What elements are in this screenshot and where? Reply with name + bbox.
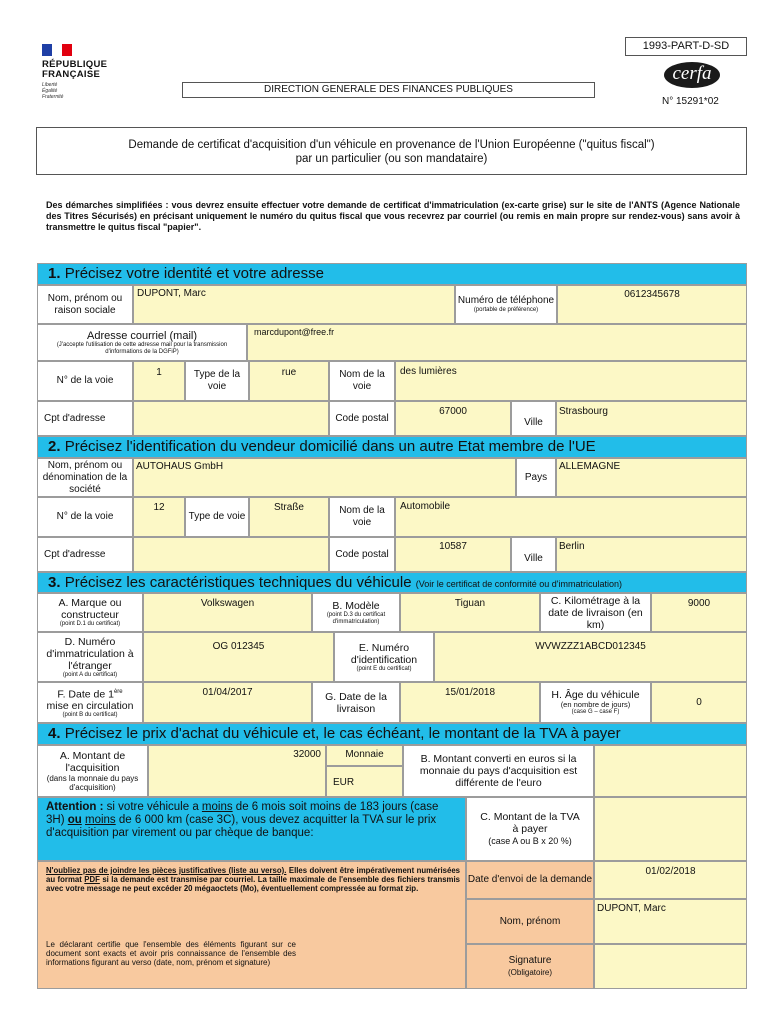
s3-model-label: [312, 593, 400, 632]
s2-country-label: Pays: [516, 458, 556, 497]
s1-name-label: Nom, prénom ou raison sociale: [37, 285, 133, 324]
footer-notice-u: N'oubliez pas de joindre les pièces justificatives (liste au verso).: [46, 866, 287, 875]
s2-postal-label: Code postal: [329, 537, 395, 572]
s4-amount-label-text: A. Montant de l'acquisition: [59, 750, 126, 774]
s3-reg-note: (point A du certificat): [62, 671, 118, 678]
footer-signature-field[interactable]: [594, 944, 747, 989]
direction-title: DIRECTION GENERALE DES FINANCES PUBLIQUES: [182, 82, 595, 98]
s4-vat-note: (case A ou B x 20 %): [488, 836, 572, 846]
s4-attention-moins1: moins: [201, 801, 233, 813]
s3-first-reg-label: [37, 682, 143, 723]
s4-amount-field[interactable]: 32000: [148, 745, 326, 797]
section3-header: [37, 572, 747, 593]
section4-header: [37, 723, 747, 745]
s3-age-note1: (en nombre de jours): [560, 700, 631, 709]
s3-brand-label: [37, 593, 143, 632]
s1-phone-label-text: Numéro de téléphone: [457, 295, 555, 306]
form-title-line2: par un particulier (ou son mandataire): [295, 153, 488, 165]
footer-sig-label-text: Signature: [508, 954, 552, 966]
intro-text: Des démarches simplifiées : vous devrez ensuite effectuer votre demande de certificat d'immatriculation (ex-carte grise) sur le site de l'ANTS (Agence Nationale des Titres Sécurisés) en précisant uniquement le numéro du quitus fiscal que vous recevrez par courriel (ou remis en main propre sur rendez-vous) sans avoir à transmettre le quitus fiscal "papier".: [46, 200, 740, 232]
s1-postal-label: Code postal: [329, 401, 395, 436]
footer-notice: [46, 866, 460, 893]
republique-motto: [42, 82, 63, 100]
s2-street-type-label: Type de voie: [185, 497, 249, 537]
footer-date-field[interactable]: 01/02/2018: [594, 861, 747, 899]
s4-attention-moins2: moins: [85, 814, 116, 826]
s2-country-field[interactable]: ALLEMAGNE: [556, 458, 747, 497]
s3-first-reg-label-text: [57, 686, 122, 701]
s3-km-field[interactable]: 9000: [651, 593, 747, 632]
s4-currency-field[interactable]: EUR: [326, 766, 403, 797]
s3-model-field[interactable]: Tiguan: [400, 593, 540, 632]
motto-3: Fraternité: [42, 94, 64, 100]
section1-title: Précisez votre identité et votre adresse: [64, 265, 324, 282]
section2-title: Précisez l'identification du vendeur domicilié dans un autre Etat membre de l'UE: [64, 438, 596, 455]
s3-vin-note: (point E du certificat): [356, 665, 412, 672]
s4-attention: [37, 797, 466, 861]
s3-reg-label: [37, 632, 143, 682]
s4-vat-label-text: C. Montant de la TVA à payer: [480, 811, 580, 835]
s1-city-label: Ville: [511, 401, 556, 436]
s2-cpt-label: Cpt d'adresse: [37, 537, 133, 572]
footer-notice-pdf: PDF: [84, 875, 100, 884]
s3-first-reg-note: (point B du certificat): [62, 712, 118, 719]
footer-notice-rest: Elles doivent être impérativement numérisées au format: [46, 866, 460, 884]
section1-header: [37, 263, 747, 285]
s4-amount-note: (dans la monnaie du pays d'acquisition): [46, 774, 139, 792]
s1-email-field[interactable]: marcdupont@free.fr: [247, 324, 747, 361]
s2-street-no-field[interactable]: 12: [133, 497, 185, 537]
republique-logo: [42, 60, 107, 80]
form-code: 1993-PART-D-SD: [625, 37, 747, 56]
s3-age-note2: (case G – case F): [571, 709, 620, 715]
form-title-line1: Demande de certificat d'acquisition d'un véhicule en provenance de l'Union Européenne ("quitus fiscal"): [128, 139, 655, 151]
footer-name-label: Nom, prénom: [466, 899, 594, 944]
s1-city-field[interactable]: Strasbourg: [556, 401, 747, 436]
s3-vin-label-text: E. Numéro d'identification: [350, 641, 418, 666]
s1-cpt-label: Cpt d'adresse: [37, 401, 133, 436]
s1-street-name-field[interactable]: des lumières: [395, 361, 747, 401]
s2-city-label: Ville: [511, 537, 556, 572]
s2-street-name-label: Nom de la voie: [329, 497, 395, 537]
s2-street-type-field[interactable]: Straße: [249, 497, 329, 537]
s1-street-type-field[interactable]: rue: [249, 361, 329, 401]
cerfa-number: N° 15291*02: [662, 96, 719, 107]
s4-vat-label: [466, 797, 594, 861]
section3-num: 3.: [48, 574, 61, 591]
s2-street-no-label: N° de la voie: [37, 497, 133, 537]
s3-brand-field[interactable]: Volkswagen: [143, 593, 312, 632]
s3-model-label-text: B. Modèle: [332, 599, 380, 612]
s4-converted-label: B. Montant converti en euros si la monnaie du pays d'acquisition est différente de l'euro: [403, 745, 594, 797]
s1-email-label-text: Adresse courriel (mail): [86, 329, 198, 342]
s1-email-label: [37, 324, 247, 361]
section1-num: 1.: [48, 265, 61, 282]
section3-title: Précisez les caractéristiques techniques du véhicule: [64, 574, 412, 591]
s4-attention-2: de 6 mois soit moins de 183 jours (case 3H): [46, 801, 439, 826]
s3-model-note: (point D.3 du certificat d'immatriculation): [326, 611, 386, 625]
footer-name-field[interactable]: DUPONT, Marc: [594, 899, 747, 944]
footer-date-label: Date d'envoi de la demande: [466, 861, 594, 899]
section2-header: [37, 436, 747, 458]
s1-phone-label: [455, 285, 557, 324]
s3-brand-note: (point D.1 du certificat): [59, 621, 121, 627]
s1-street-no-label: N° de la voie: [37, 361, 133, 401]
footer-sig-note: (Obligatoire): [507, 967, 552, 977]
motto-1: Liberté: [42, 82, 58, 88]
s3-brand-label-text: A. Marque ou constructeur: [58, 597, 122, 621]
s2-street-name-field[interactable]: Automobile: [395, 497, 747, 537]
motto-2: Égalité: [42, 88, 58, 94]
s2-city-field[interactable]: Berlin: [556, 537, 747, 572]
cerfa-logo: cerfa: [664, 62, 720, 88]
s4-attention-ou: ou: [67, 814, 82, 826]
section3-title-note: (Voir le certificat de conformité ou d'immatriculation): [415, 579, 623, 589]
footer-notice-rest2: si la demande est transmise par courriel. La taille maximale de l'ensemble des fichiers transmis avec votre message ne peut excéder 20 mégaoctets (Mo), éventuellement compressée au format zip.: [46, 875, 460, 893]
s4-attention-4: de 6 000 km (case 3C), vous devez acquitter la TVA sur le prix d'acquisition par virement ou par chèque de banque:: [46, 814, 437, 839]
s3-first-reg-label-a: F. Date de 1: [57, 688, 114, 701]
s3-first-reg-field[interactable]: 01/04/2017: [143, 682, 312, 723]
s4-currency-label: Monnaie: [326, 745, 403, 766]
s2-cpt-field[interactable]: [133, 537, 329, 572]
s1-street-no-field[interactable]: 1: [133, 361, 185, 401]
s3-reg-label-text: D. Numéro d'immatriculation à l'étranger: [46, 635, 134, 672]
s2-name-field[interactable]: AUTOHAUS GmbH: [133, 458, 516, 497]
section2-num: 2.: [48, 438, 61, 455]
s1-cpt-field[interactable]: [133, 401, 329, 436]
logo-line2: FRANÇAISE: [42, 69, 101, 80]
logo-line1: RÉPUBLIQUE: [42, 59, 108, 70]
s4-attention-bold: Attention :: [46, 801, 104, 813]
s3-age-label-text: H. Âge du véhicule: [551, 689, 640, 701]
footer-sig-label: [466, 944, 594, 989]
s3-first-reg-label-b: mise en circulation: [46, 700, 134, 713]
footer-certify: Le déclarant certifie que l'ensemble des éléments figurant sur ce document sont exacts et avoir pris connaissance de l'ensemble des informations figurant au verso (date, nom, prénom et signature): [46, 940, 296, 967]
s1-street-type-label: Type de la voie: [185, 361, 249, 401]
s1-street-name-label: Nom de la voie: [329, 361, 395, 401]
s4-attention-1: si votre véhicule a: [103, 801, 202, 813]
s1-email-note: (J'accepte l'utilisation de cette adresse mail pour la transmission d'informations de la DGFiP): [56, 341, 228, 355]
s4-converted-field[interactable]: [594, 745, 747, 797]
section4-num: 4.: [48, 725, 61, 742]
marianne-flag-icon: [42, 44, 72, 56]
s1-phone-note: (portable de préférence): [473, 307, 539, 313]
s3-delivery-label: G. Date de la livraison: [312, 682, 400, 723]
form-title: [36, 127, 747, 175]
s3-vin-field[interactable]: WVWZZZ1ABCD012345: [434, 632, 747, 682]
s3-vin-label: [334, 632, 434, 682]
s4-vat-field[interactable]: [594, 797, 747, 861]
s2-name-label: Nom, prénom ou dénomination de la société: [37, 458, 133, 497]
s2-postal-field[interactable]: 10587: [395, 537, 511, 572]
s1-phone-field[interactable]: 0612345678: [557, 285, 747, 324]
s1-postal-field[interactable]: 67000: [395, 401, 511, 436]
s3-first-reg-sup: ère: [113, 688, 123, 695]
s3-km-label: C. Kilométrage à la date de livraison (en km): [540, 593, 651, 632]
s4-amount-label: [37, 745, 148, 797]
s3-reg-field[interactable]: OG 012345: [143, 632, 334, 682]
s3-age-field[interactable]: 0: [651, 682, 747, 723]
s1-name-field[interactable]: DUPONT, Marc: [133, 285, 455, 324]
section4-title: Précisez le prix d'achat du véhicule et, le cas échéant, le montant de la TVA à payer: [64, 725, 621, 742]
s3-delivery-field[interactable]: 15/01/2018: [400, 682, 540, 723]
s3-age-label: [540, 682, 651, 723]
